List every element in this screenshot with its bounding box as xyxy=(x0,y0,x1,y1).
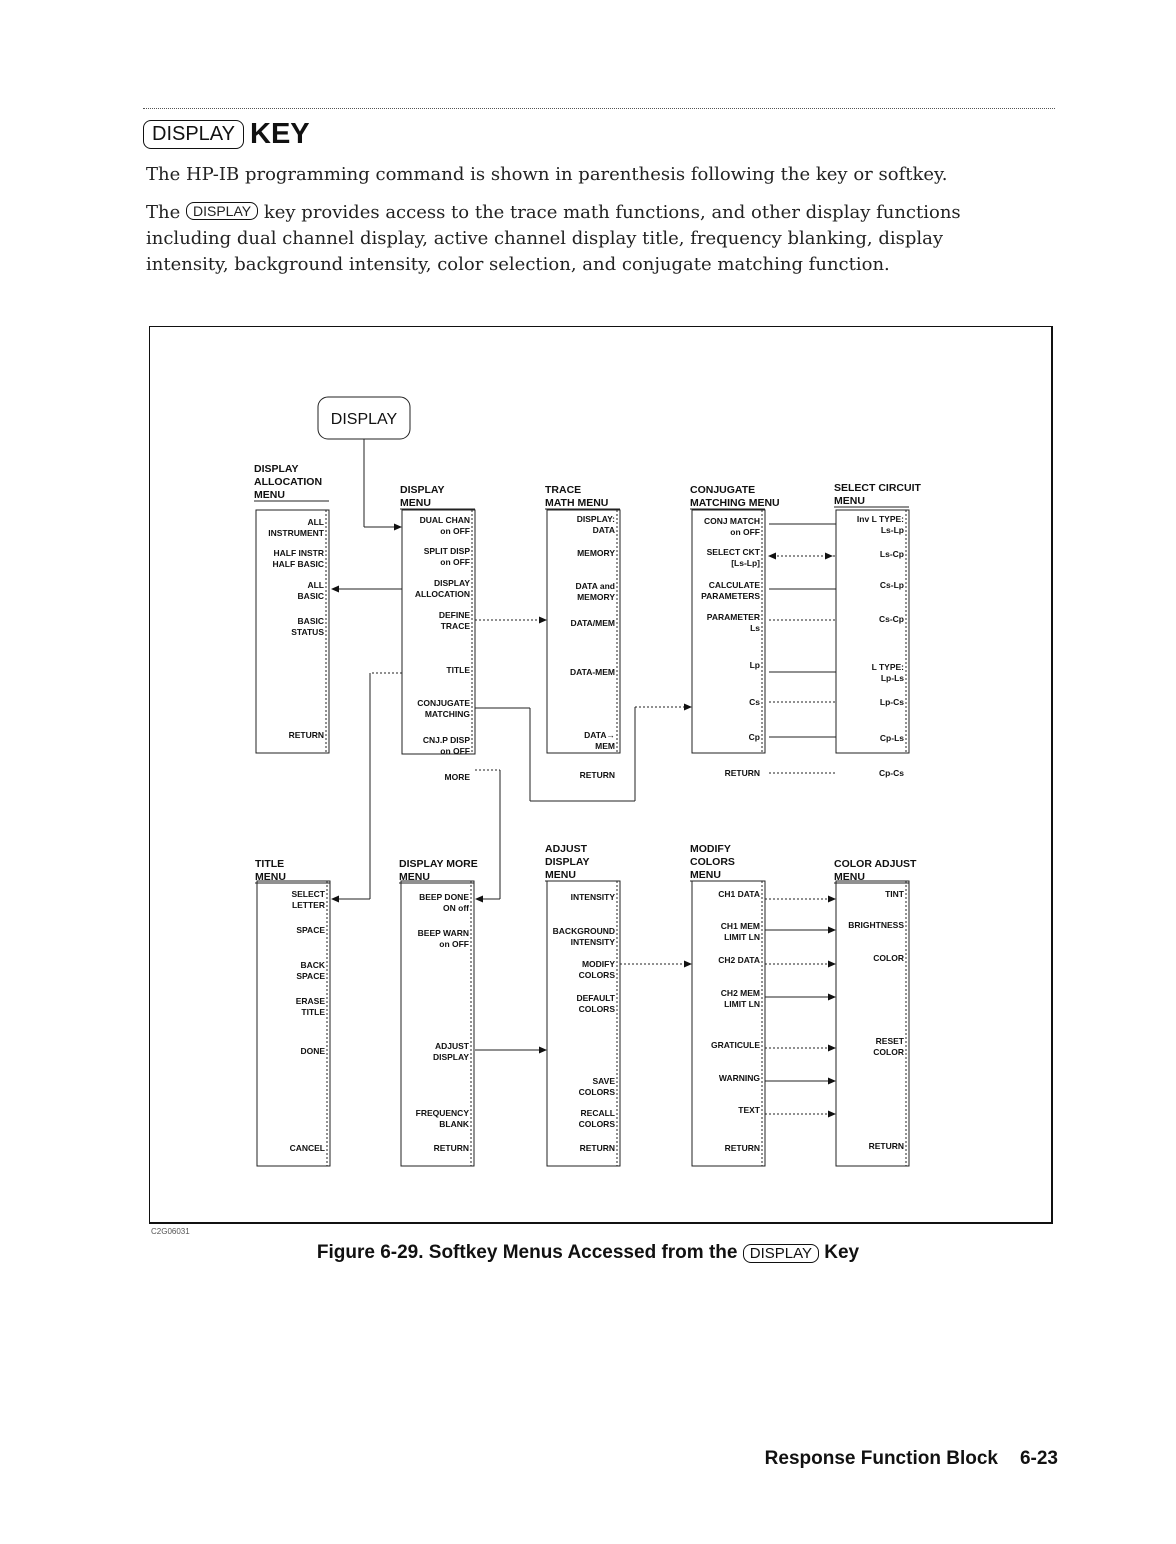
softkey-label: LETTER xyxy=(291,900,325,910)
menu-title-conjugate-matching: CONJUGATE xyxy=(690,484,756,496)
menu-title-color-adjust: COLOR ADJUST xyxy=(834,858,917,870)
softkey-label: RETURN xyxy=(868,1141,904,1151)
menu-title-display: MENU xyxy=(400,497,431,509)
softkey-label: MEMORY xyxy=(577,592,615,602)
softkey-label: CH1 DATA xyxy=(718,889,760,899)
section-heading xyxy=(143,118,310,151)
menu-title-modify-colors: MENU xyxy=(690,869,721,881)
softkey-label: BLANK xyxy=(439,1119,469,1129)
softkey-label: MEMORY xyxy=(577,548,615,558)
softkey-label: Cp xyxy=(748,732,760,742)
softkey-label: Cp-Ls xyxy=(879,733,904,743)
arrow-head xyxy=(828,1045,836,1052)
softkey-label: GRATICULE xyxy=(711,1040,760,1050)
softkey-label: ALLOCATION xyxy=(414,589,470,599)
softkey-label: DEFAULT xyxy=(576,993,615,1003)
arrow-head xyxy=(768,553,776,560)
softkey-label: BACK xyxy=(300,960,325,970)
arrow-head xyxy=(684,704,692,711)
softkey-label: DATA/MEM xyxy=(570,618,615,628)
menu-title-display-more: MENU xyxy=(399,871,430,883)
softkey-label: on OFF xyxy=(440,526,470,536)
softkey-label: MODIFY xyxy=(581,959,615,969)
softkey-label: BEEP WARN xyxy=(417,928,469,938)
menu-title-trace-math: MATH MENU xyxy=(545,497,609,509)
softkey-label: on OFF xyxy=(440,557,470,567)
description-paragraph xyxy=(146,200,1026,278)
softkey-label: DUAL CHAN xyxy=(419,515,470,525)
softkey-label: CH1 MEM xyxy=(720,921,760,931)
arrow-head xyxy=(684,961,692,968)
menu-box-select-circuit xyxy=(836,510,909,753)
softkey-label: DATA-MEM xyxy=(569,667,615,677)
softkey-label: TEXT xyxy=(738,1105,760,1115)
menu-title-modify-colors: COLORS xyxy=(690,856,735,868)
softkey-label: COLOR xyxy=(873,953,904,963)
arrow-head xyxy=(331,896,339,903)
softkey-label: ERASE xyxy=(295,996,325,1006)
softkey-label: INTENSITY xyxy=(570,937,615,947)
menu-title-modify-colors: MODIFY xyxy=(690,843,731,855)
softkey-label: PARAMETER xyxy=(706,612,760,622)
softkey-label: COLORS xyxy=(578,1004,615,1014)
softkey-label: COLORS xyxy=(578,1087,615,1097)
softkey-label: Lp-Cs xyxy=(879,697,904,707)
softkey-label: WARNING xyxy=(718,1073,760,1083)
menu-title-color-adjust: MENU xyxy=(834,871,865,883)
menu-title-conjugate-matching: MATCHING MENU xyxy=(690,497,780,509)
menu-box-trace-math xyxy=(547,510,620,753)
softkey-label: DISPLAY: xyxy=(576,514,615,524)
arrow-head xyxy=(394,524,402,531)
softkey-label: RETURN xyxy=(579,1143,615,1153)
softkey-label: Lp xyxy=(749,660,760,670)
softkey-label: RESET xyxy=(875,1036,904,1046)
softkey-label: INTENSITY xyxy=(570,892,615,902)
arrow-head xyxy=(828,896,836,903)
menu-title-adjust-display: ADJUST xyxy=(545,843,588,855)
softkey-label: RECALL xyxy=(580,1108,615,1118)
menu-box-title xyxy=(257,881,330,1166)
softkey-label: RETURN xyxy=(724,1143,760,1153)
menu-diagram xyxy=(150,327,1051,1222)
arrow-head xyxy=(828,927,836,934)
menu-title-display-more: DISPLAY MORE xyxy=(399,858,478,870)
softkey-label: CALCULATE xyxy=(708,580,760,590)
page-footer xyxy=(765,1448,1058,1470)
menu-title-select-circuit: MENU xyxy=(834,495,865,507)
intro-paragraph: The HP-IB programming command is shown in parenthesis following the key or softkey. xyxy=(146,164,948,185)
softkey-label: on OFF xyxy=(439,939,469,949)
softkey-label: STATUS xyxy=(291,627,324,637)
softkey-label: RETURN xyxy=(288,730,324,740)
softkey-label: COLOR xyxy=(873,1047,904,1057)
caption-display-keycap: DISPLAY xyxy=(743,1244,819,1263)
figure-caption xyxy=(0,1242,1176,1264)
softkey-label: DISPLAY xyxy=(433,578,470,588)
softkey-label: RETURN xyxy=(724,768,760,778)
softkey-label: HALF INSTR xyxy=(273,548,324,558)
softkey-label: Lp-Ls xyxy=(880,673,904,683)
softkey-label: TINT xyxy=(885,889,904,899)
arrow-head xyxy=(828,1111,836,1118)
caption-after: Key xyxy=(824,1242,860,1263)
softkey-label: on OFF xyxy=(440,746,470,756)
display-keycap: DISPLAY xyxy=(143,120,244,149)
softkey-label: Cp-Cs xyxy=(878,768,904,778)
softkey-label: HALF BASIC xyxy=(272,559,324,569)
menu-title-display-allocation: MENU xyxy=(254,489,285,501)
softkey-label: BRIGHTNESS xyxy=(848,920,904,930)
page-number: 6-23 xyxy=(1019,1448,1058,1469)
arrow-head xyxy=(828,961,836,968)
softkey-label: DATA→ xyxy=(584,730,615,740)
menu-title-title: MENU xyxy=(255,871,286,883)
softkey-label: on OFF xyxy=(730,527,760,537)
softkey-label: ON off xyxy=(443,903,469,913)
menu-title-display-allocation: ALLOCATION xyxy=(254,476,323,488)
softkey-label: BASIC xyxy=(297,616,324,626)
softkey-label: FREQUENCY xyxy=(415,1108,469,1118)
softkey-label: RETURN xyxy=(433,1143,469,1153)
softkey-label: COLORS xyxy=(578,970,615,980)
softkey-label: TITLE xyxy=(301,1007,325,1017)
menu-title-adjust-display: MENU xyxy=(545,869,576,881)
arrow-head xyxy=(828,994,836,1001)
menu-title-select-circuit: SELECT CIRCUIT xyxy=(834,482,921,494)
display-key-label: DISPLAY xyxy=(330,411,398,428)
softkey-label: DEFINE xyxy=(438,610,470,620)
softkey-label: DATA xyxy=(592,525,615,535)
softkey-label: [Ls-Lp] xyxy=(731,558,760,568)
softkey-label: LIMIT LN xyxy=(724,932,760,942)
softkey-label: COLORS xyxy=(578,1119,615,1129)
softkey-label: Ls xyxy=(750,623,760,633)
softkey-label: ADJUST xyxy=(434,1041,469,1051)
softkey-label: LIMIT LN xyxy=(724,999,760,1009)
arrow-head xyxy=(825,553,833,560)
softkey-label: SAVE xyxy=(592,1076,615,1086)
menu-title-display-allocation: DISPLAY xyxy=(254,463,299,475)
softkey-label: Cs-Lp xyxy=(879,580,904,590)
softkey-label: Cs xyxy=(749,697,760,707)
softkey-label: ALL xyxy=(307,580,324,590)
softkey-label: BEEP DONE xyxy=(419,892,469,902)
caption-before: Figure 6-29. Softkey Menus Accessed from the xyxy=(316,1242,738,1263)
softkey-label: Ls-Lp xyxy=(880,525,904,535)
softkey-label: ALL xyxy=(307,517,324,527)
figure-id: C2G06031 xyxy=(151,1227,190,1236)
heading-suffix: KEY xyxy=(250,118,310,150)
softkey-label: BACKGROUND xyxy=(552,926,615,936)
softkey-label: DISPLAY xyxy=(432,1052,469,1062)
arrow-head xyxy=(331,586,339,593)
softkey-label: TRACE xyxy=(440,621,470,631)
menu-title-adjust-display: DISPLAY xyxy=(545,856,590,868)
para-before: The xyxy=(146,202,181,223)
softkey-label: SELECT CKT xyxy=(706,547,760,557)
arrow-head xyxy=(539,617,547,624)
softkey-label: SPACE xyxy=(296,971,325,981)
softkey-label: CONJUGATE xyxy=(417,698,470,708)
para-after: key provides access to the trace math functions, and other display functions including dual channel display, active channel display title, frequency blanking, display intensity, background intensity, color selection, and conjugate matching function. xyxy=(146,202,961,275)
softkey-label: DONE xyxy=(300,1046,325,1056)
arrow-head xyxy=(475,896,483,903)
arrow-head xyxy=(828,1078,836,1085)
menu-title-trace-math: TRACE xyxy=(545,484,582,496)
softkey-label: CONJ MATCH xyxy=(703,516,760,526)
softkey-label: SELECT xyxy=(291,889,325,899)
arrow-head xyxy=(539,1047,547,1054)
softkey-label: MATCHING xyxy=(424,709,470,719)
menu-title-display: DISPLAY xyxy=(400,484,445,496)
softkey-label: CNJ.P DISP xyxy=(422,735,470,745)
softkey-label: CH2 DATA xyxy=(718,955,760,965)
softkey-label: SPACE xyxy=(296,925,325,935)
softkey-label: CH2 MEM xyxy=(720,988,760,998)
softkey-label: L TYPE: xyxy=(871,662,904,672)
para-display-keycap: DISPLAY xyxy=(186,202,258,220)
softkey-label: PARAMETERS xyxy=(701,591,760,601)
softkey-label: MORE xyxy=(444,772,470,782)
softkey-label: RETURN xyxy=(579,770,615,780)
softkey-label: MEM xyxy=(595,741,615,751)
menu-title-title: TITLE xyxy=(255,858,285,870)
softkey-menu-figure xyxy=(149,326,1053,1224)
softkey-label: DATA and xyxy=(575,581,615,591)
softkey-label: Inv L TYPE: xyxy=(856,514,904,524)
softkey-label: INSTRUMENT xyxy=(268,528,324,538)
softkey-label: CANCEL xyxy=(289,1143,325,1153)
softkey-label: Cs-Cp xyxy=(878,614,904,624)
softkey-label: Ls-Cp xyxy=(879,549,904,559)
footer-section: Response Function Block xyxy=(764,1448,998,1469)
softkey-label: SPLIT DISP xyxy=(423,546,470,556)
top-rule xyxy=(143,108,1055,109)
softkey-label: BASIC xyxy=(297,591,324,601)
softkey-label: TITLE xyxy=(446,665,470,675)
